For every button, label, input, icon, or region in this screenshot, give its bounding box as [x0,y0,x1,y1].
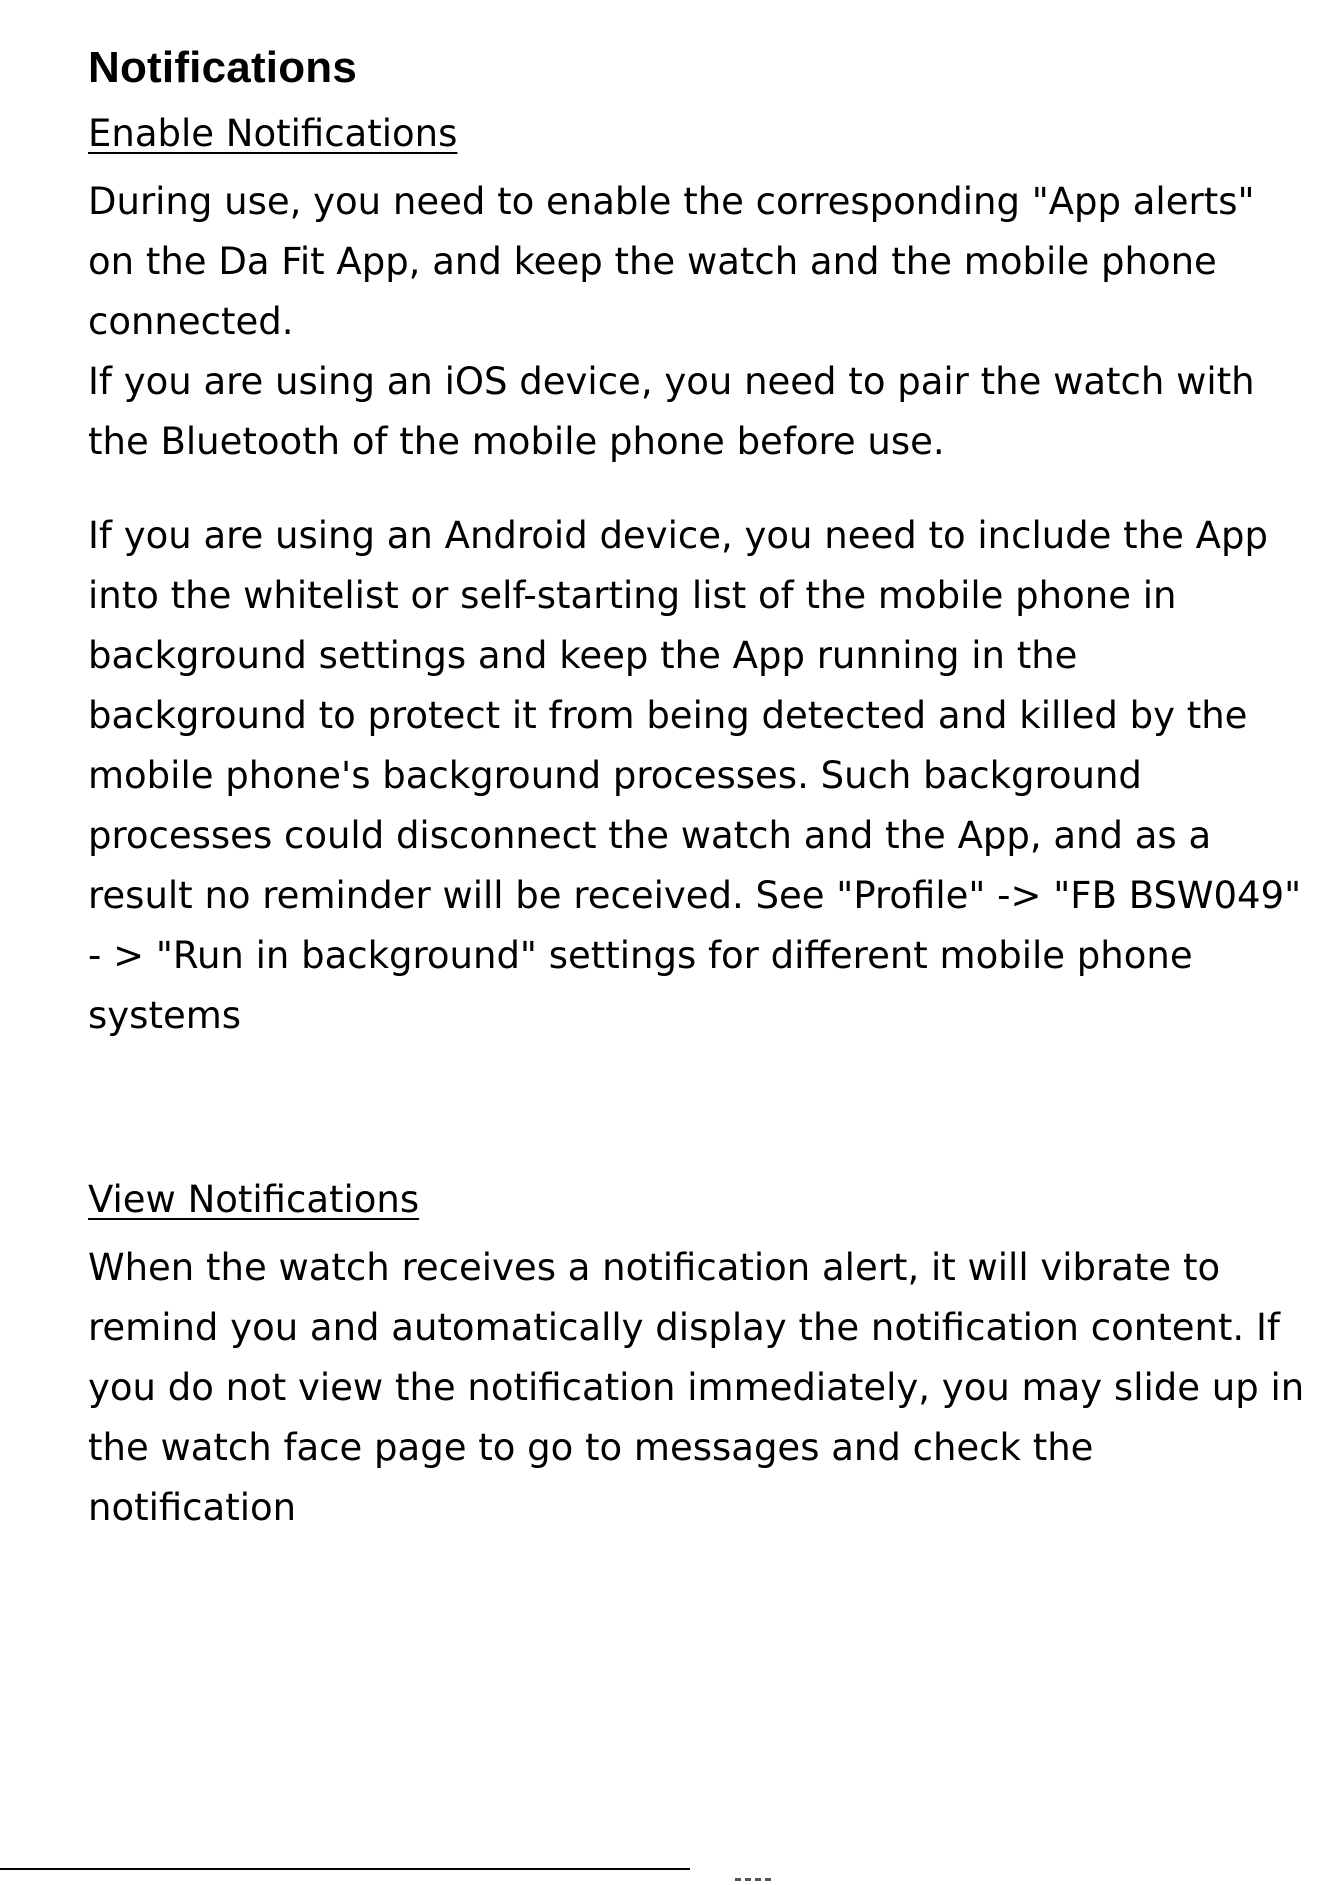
text-line: the watch face page to go to messages and check the [88,1426,1094,1469]
text-line: background settings and keep the App running in the [88,634,1078,677]
section-heading-enable-notifications: Enable Notifications [88,112,458,155]
mark [765,1878,771,1881]
document-page [88,38,1318,1538]
text-line: notification [88,1486,297,1529]
page-bottom-marks [735,1866,805,1870]
text-line: During use, you need to enable the corresponding "App alerts" [88,180,1255,223]
text-line: When the watch receives a notification alert, it will vibrate to [88,1246,1221,1289]
text-line: background to protect it from being detected and killed by the [88,694,1248,737]
mark [745,1878,751,1881]
text-line: If you are using an iOS device, you need to pair the watch with [88,360,1255,403]
spacer [88,472,1318,506]
paragraph-app-alerts [88,172,1318,352]
text-line: - > "Run in background" settings for different mobile phone [88,934,1193,977]
text-line: mobile phone's background processes. Such background [88,754,1142,797]
text-line: processes could disconnect the watch and the App, and as a [88,814,1212,857]
mark [755,1878,761,1881]
text-line: you do not view the notification immediately, you may slide up in [88,1366,1305,1409]
page-title: Notifications [88,43,358,92]
text-line: systems [88,994,242,1037]
paragraph-android-device [88,506,1318,1046]
page-bottom-rule [0,1868,690,1870]
paragraph-ios-device [88,352,1318,472]
mark [735,1878,741,1881]
paragraph-view-notifications [88,1238,1318,1538]
text-line: result no reminder will be received. See "Profile" -> "FB BSW049" [88,874,1302,917]
spacer [88,1046,1318,1170]
text-line: connected. [88,300,294,343]
text-line: the Bluetooth of the mobile phone before use. [88,420,945,463]
text-line: on the Da Fit App, and keep the watch and the mobile phone [88,240,1217,283]
text-line: If you are using an Android device, you need to include the App [88,514,1268,557]
text-line: remind you and automatically display the notification content. If [88,1306,1280,1349]
text-line: into the whitelist or self-starting list of the mobile phone in [88,574,1177,617]
section-heading-view-notifications: View Notifications [88,1178,420,1221]
